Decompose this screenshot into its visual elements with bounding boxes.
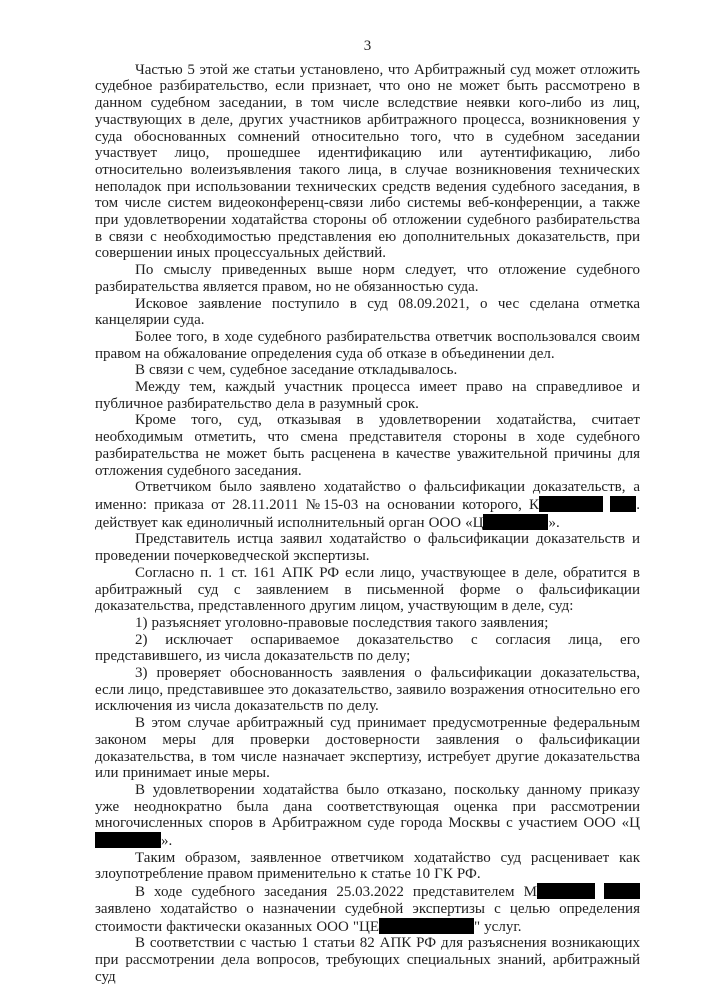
paragraph: 2) исключает оспариваемое доказательство с согласия лица, его представившего, из числа доказательств по делу; xyxy=(95,631,640,665)
paragraph: Исковое заявление поступило в суд 08.09.2021, о чес сделана отметка канцелярии суда. xyxy=(95,295,640,329)
paragraph: Кроме того, суд, отказывая в удовлетворении ходатайства, считает необходимым отметить, что смена представителя стороны в ходе судебного разбирательства не может быть расценена в качестве уважительной причины для отложения судебного заседания. xyxy=(95,412,640,479)
paragraph: Более того, в ходе судебного разбирательства ответчик воспользовался своим правом на обжалование определения суда об отказе в объединении дел. xyxy=(95,328,640,362)
paragraph: В связи с чем, судебное заседание откладывалось. xyxy=(135,362,458,379)
page-number: 3 xyxy=(363,38,372,54)
paragraph: В ходе судебного заседания 25.03.2022 представителем М заявлено ходатайство о назначении судебной экспертизы с целью определения стоимости фактически оказанных ООО "ЦЕ " услуг. xyxy=(95,884,640,935)
paragraph: Частью 5 этой же статьи установлено, что Арбитражный суд может отложить судебное разбирательство, если признает, что оно не может быть рассмотрено в данном судебном заседании, в том числе вследствие неявки кого-либо из лиц, участвующих в деле, других участников арбитражного процесса, возникновения у суда обоснованных сомнений относительно того, что в судебном заседании участвует лицо, прошедшее идентификацию или аутентификацию, либо относительно волеизъявления такого лица, в случае возникновения технических неполадок при использовании технических средств ведения судебного заседания, в том числе систем видеоконференц-связи либо системы веб-конференции, а также при удовлетворении ходатайства стороны об отложении судебного разбирательства в связи с необходимостью представления ею дополнительных доказательств, при совершении иных процессуальных действий. xyxy=(95,61,640,262)
paragraph: Согласно п. 1 ст. 161 АПК РФ если лицо, участвующее в деле, обратится в арбитражный суд с заявлением в письменной форме о фальсификации доказательства, представленного другим лицом, участвующим в деле, суд: xyxy=(95,564,640,615)
redaction-box xyxy=(604,883,640,899)
paragraph: 1) разъясняет уголовно-правовые последствия такого заявления; xyxy=(135,614,549,631)
redaction-box xyxy=(483,514,548,530)
redaction-box xyxy=(379,918,474,934)
redaction-box xyxy=(610,496,636,512)
document-body xyxy=(95,62,640,986)
redaction-box xyxy=(539,496,603,512)
paragraph: 3) проверяет обоснованность заявления о фальсификации доказательства, если лицо, представившее это доказательство, заявило возражения относительно его исключения из числа доказательств по делу. xyxy=(95,665,640,715)
paragraph: Ответчиком было заявлено ходатайство о фальсификации доказательств, а именно: приказа от 28.11.2011 №15-03 на основании которого, К . действует как единоличный исполнительный орган ООО «Ц ». xyxy=(95,479,640,531)
paragraph: В удовлетворении ходатайства было отказано, поскольку данному приказу уже неоднократно была дана соответствующая оценка при рассмотрении многочисленных споров в Арбитражном суде города Москвы с участием ООО «Ц». xyxy=(95,781,640,850)
redaction-box xyxy=(537,883,595,899)
paragraph: В соответствии с частью 1 статьи 82 АПК РФ для разъяснения возникающих при рассмотрении дела вопросов, требующих специальных знаний, арбитражный суд xyxy=(95,935,640,985)
paragraph: По смыслу приведенных выше норм следует, что отложение судебного разбирательства является правом, но не обязанностью суда. xyxy=(95,262,640,295)
paragraph: Представитель истца заявил ходатайство о фальсификации доказательств и проведении почерковедческой экспертизы. xyxy=(95,531,640,565)
paragraph: Между тем, каждый участник процесса имеет право на справедливое и публичное разбирательство дела в разумный срок. xyxy=(95,379,640,412)
redaction-box xyxy=(95,832,161,848)
paragraph: В этом случае арбитражный суд принимает предусмотренные федеральным законом меры для проверки достоверности заявления о фальсификации доказательства, в том числе назначает экспертизу, истребует другие доказательства или принимает иные меры. xyxy=(95,715,640,782)
paragraph: Таким образом, заявленное ответчиком ходатайство суд расценивает как злоупотребление правом применительно к статье 10 ГК РФ. xyxy=(95,849,640,883)
